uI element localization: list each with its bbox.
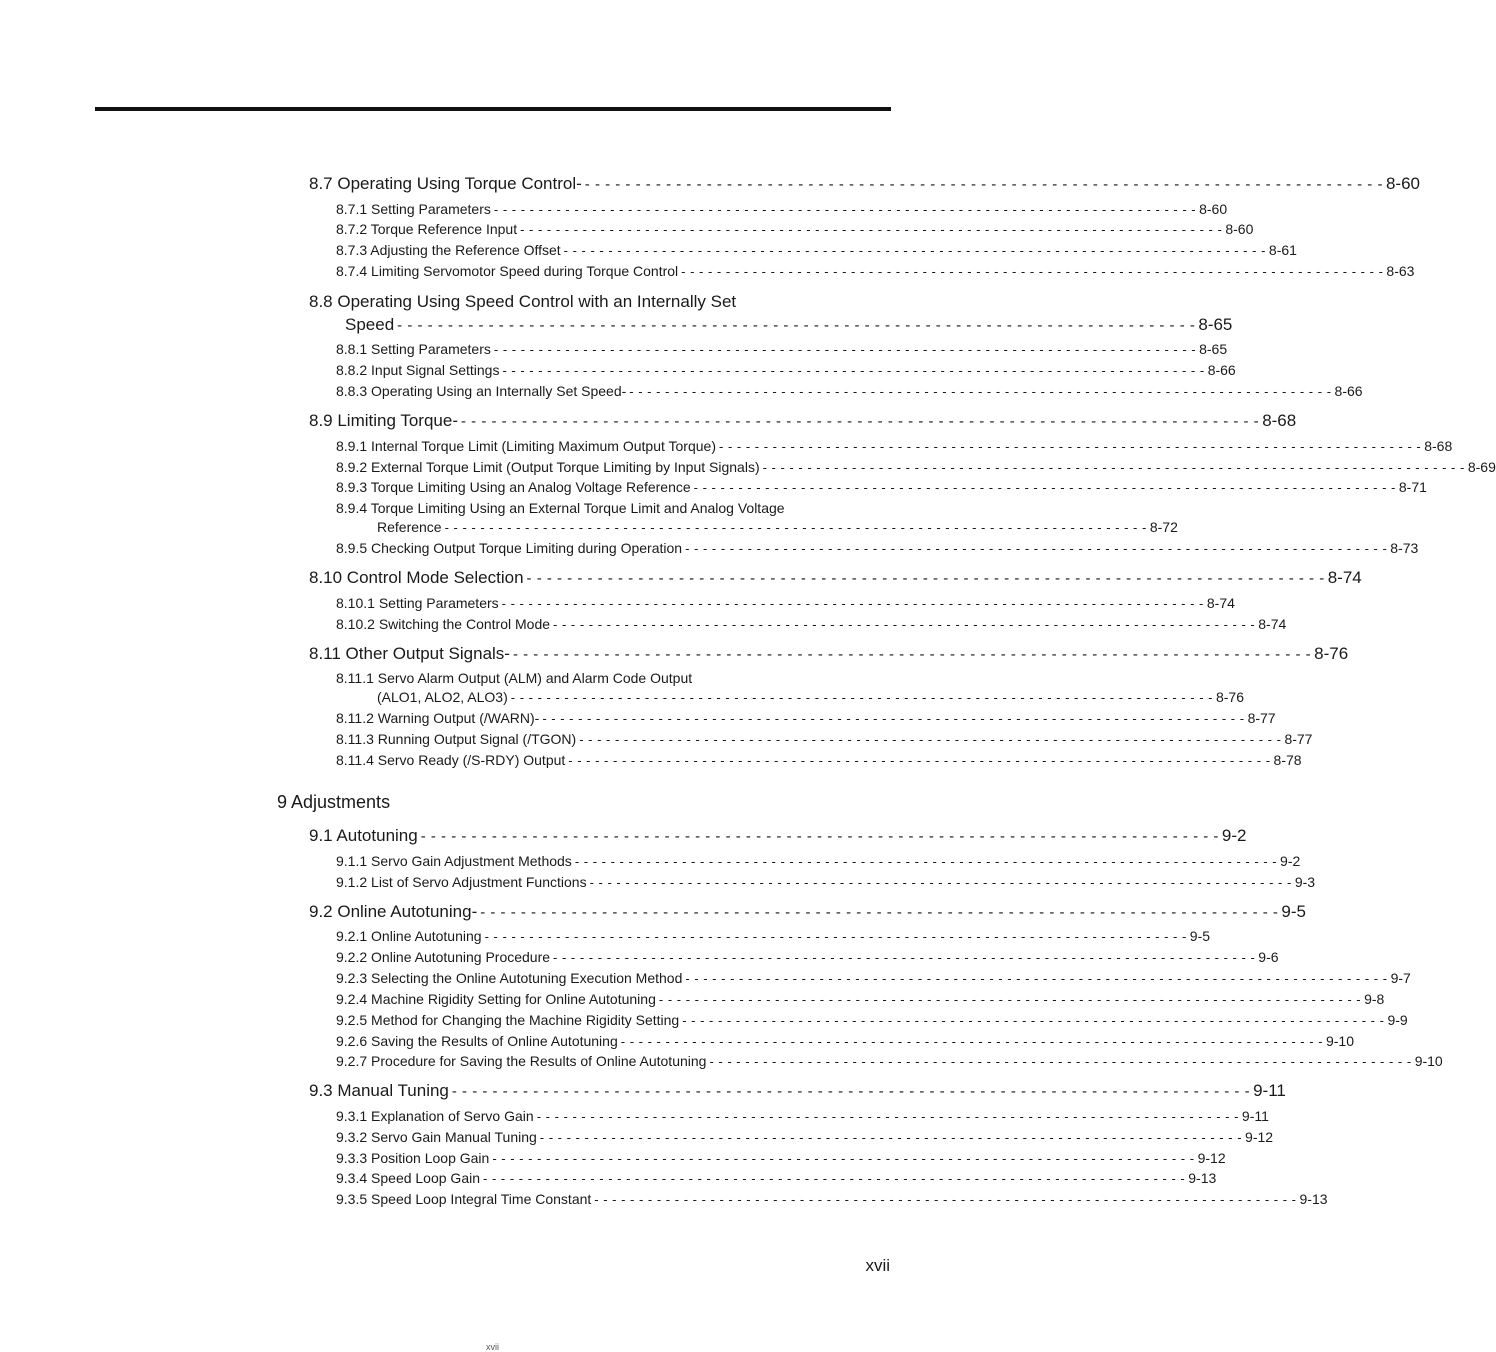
dot-leader: - - - - - - - - - - - - - - - - - - - - - - - - - - - - - - - - - - - - - - - - - - - - - - - - - - - - - - - - - - - - - - - - - - - - - - - - - - - - - - -	[480, 904, 1279, 921]
toc-entry-8-9-2[interactable]: 8.9.2 External Torque Limit (Output Torque Limiting by Input Signals) - - - - - - - - - - - - - - - - - - - - - - - - - - - - - - - - - - - - - - - - - - - - - - - - - - - - - - - - - - - - - - - - - - - - - - - - - - - - - - - 8-69	[336, 459, 1496, 475]
dot-leader: - - - - - - - - - - - - - - - - - - - - - - - - - - - - - - - - - - - - - - - - - - - - - - - - - - - - - - - - - - - - - - - - - - - - - - - - - - - - - - -	[483, 1171, 1186, 1186]
toc-entry-8-11-2[interactable]: 8.11.2 Warning Output (/WARN)- - - - - - - - - - - - - - - - - - - - - - - - - - - - - - - - - - - - - - - - - - - - - - - - - - - - - - - - - - - - - - - - - - - - - - - - - - - - - - - - 8-77	[336, 710, 1276, 726]
toc-entry-8-8-1[interactable]: 8.8.1 Setting Parameters - - - - - - - - - - - - - - - - - - - - - - - - - - - - - - - - - - - - - - - - - - - - - - - - - - - - - - - - - - - - - - - - - - - - - - - - - - - - - - - 8-65	[336, 341, 1228, 357]
toc-entry-9-2-3[interactable]: 9.2.3 Selecting the Online Autotuning Execution Method - - - - - - - - - - - - - - - - - - - - - - - - - - - - - - - - - - - - - - - - - - - - - - - - - - - - - - - - - - - - - - - - - - - - - - - - - - - - - - - 9-7	[336, 970, 1411, 986]
dot-leader: - - - - - - - - - - - - - - - - - - - - - - - - - - - - - - - - - - - - - - - - - - - - - - - - - - - - - - - - - - - - - - - - - - - - - - - - - - - - - - -	[539, 1130, 1243, 1145]
dot-leader: - - - - - - - - - - - - - - - - - - - - - - - - - - - - - - - - - - - - - - - - - - - - - - - - - - - - - - - - - - - - - - - - - - - - - - - - - - - - - - -	[563, 243, 1266, 258]
toc-entry-9-1-2[interactable]: 9.1.2 List of Servo Adjustment Functions - - - - - - - - - - - - - - - - - - - - - - - - - - - - - - - - - - - - - - - - - - - - - - - - - - - - - - - - - - - - - - - - - - - - - - - - - - - - - - - 9-3	[336, 874, 1316, 890]
toc-entry-9-3-4[interactable]: 9.3.4 Speed Loop Gain - - - - - - - - - - - - - - - - - - - - - - - - - - - - - - - - - - - - - - - - - - - - - - - - - - - - - - - - - - - - - - - - - - - - - - - - - - - - - - - 9-13	[336, 1170, 1217, 1186]
dot-leader: - - - - - - - - - - - - - - - - - - - - - - - - - - - - - - - - - - - - - - - - - - - - - - - - - - - - - - - - - - - - - - - - - - - - - - - - - - - - - - -	[461, 413, 1260, 430]
dot-leader: - - - - - - - - - - - - - - - - - - - - - - - - - - - - - - - - - - - - - - - - - - - - - - - - - - - - - - - - - - - - - - - - - - - - - - - - - - - - - - -	[658, 992, 1362, 1007]
dot-leader: - - - - - - - - - - - - - - - - - - - - - - - - - - - - - - - - - - - - - - - - - - - - - - - - - - - - - - - - - - - - - - - - - - - - - - - - - - - - - - -	[682, 1013, 1385, 1028]
footer-page-number: xvii	[486, 1342, 499, 1352]
toc-entry-9-2-2[interactable]: 9.2.2 Online Autotuning Procedure - - - - - - - - - - - - - - - - - - - - - - - - - - - - - - - - - - - - - - - - - - - - - - - - - - - - - - - - - - - - - - - - - - - - - - - - - - - - - - - 9-6	[336, 949, 1279, 965]
dot-leader: - - - - - - - - - - - - - - - - - - - - - - - - - - - - - - - - - - - - - - - - - - - - - - - - - - - - - - - - - - - - - - - - - - - - - - - - - - - - - - -	[719, 439, 1422, 454]
dot-leader: - - - - - - - - - - - - - - - - - - - - - - - - - - - - - - - - - - - - - - - - - - - - - - - - - - - - - - - - - - - - - - - - - - - - - - - - - - - - - - -	[553, 950, 1256, 965]
dot-leader: - - - - - - - - - - - - - - - - - - - - - - - - - - - - - - - - - - - - - - - - - - - - - - - - - - - - - - - - - - - - - - - - - - - - - - - - - - - - - - -	[526, 570, 1325, 587]
toc-entry-9-2-7[interactable]: 9.2.7 Procedure for Saving the Results of Online Autotuning - - - - - - - - - - - - - - - - - - - - - - - - - - - - - - - - - - - - - - - - - - - - - - - - - - - - - - - - - - - - - - - - - - - - - - - - - - - - - - - 9-10	[336, 1053, 1443, 1069]
dot-leader: - - - - - - - - - - - - - - - - - - - - - - - - - - - - - - - - - - - - - - - - - - - - - - - - - - - - - - - - - - - - - - - - - - - - - - - - - - - - - - -	[492, 1151, 1195, 1166]
toc-entry-8-11[interactable]: 8.11 Other Output Signals- - - - - - - - - - - - - - - - - - - - - - - - - - - - - - - - - - - - - - - - - - - - - - - - - - - - - - - - - - - - - - - - - - - - - - - - - - - - - - - - 8-76	[309, 644, 1349, 663]
toc-entry-9-2-4[interactable]: 9.2.4 Machine Rigidity Setting for Online Autotuning - - - - - - - - - - - - - - - - - - - - - - - - - - - - - - - - - - - - - - - - - - - - - - - - - - - - - - - - - - - - - - - - - - - - - - - - - - - - - - - 9-8	[336, 991, 1385, 1007]
toc-entry-8-9-5[interactable]: 8.9.5 Checking Output Torque Limiting during Operation - - - - - - - - - - - - - - - - - - - - - - - - - - - - - - - - - - - - - - - - - - - - - - - - - - - - - - - - - - - - - - - - - - - - - - - - - - - - - - - 8-73	[336, 540, 1419, 556]
top-rule	[95, 107, 891, 111]
toc-entry-8-7[interactable]: 8.7 Operating Using Torque Control- - - - - - - - - - - - - - - - - - - - - - - - - - - - - - - - - - - - - - - - - - - - - - - - - - - - - - - - - - - - - - - - - - - - - - - - - - - - - - - - 8-60	[309, 174, 1420, 193]
toc-entry-8-11-1-cont[interactable]: (ALO1, ALO2, ALO3) - - - - - - - - - - - - - - - - - - - - - - - - - - - - - - - - - - - - - - - - - - - - - - - - - - - - - - - - - - - - - - - - - - - - - - - - - - - - - - - 8-76	[377, 689, 1245, 705]
dot-leader: - - - - - - - - - - - - - - - - - - - - - - - - - - - - - - - - - - - - - - - - - - - - - - - - - - - - - - - - - - - - - - - - - - - - - - - - - - - - - - -	[568, 753, 1271, 768]
dot-leader: - - - - - - - - - - - - - - - - - - - - - - - - - - - - - - - - - - - - - - - - - - - - - - - - - - - - - - - - - - - - - - - - - - - - - - - - - - - - - - -	[542, 711, 1245, 726]
dot-leader: - - - - - - - - - - - - - - - - - - - - - - - - - - - - - - - - - - - - - - - - - - - - - - - - - - - - - - - - - - - - - - - - - - - - - - - - - - - - - - -	[594, 1192, 1297, 1207]
dot-leader: - - - - - - - - - - - - - - - - - - - - - - - - - - - - - - - - - - - - - - - - - - - - - - - - - - - - - - - - - - - - - - - - - - - - - - - - - - - - - - -	[502, 363, 1205, 378]
dot-leader: - - - - - - - - - - - - - - - - - - - - - - - - - - - - - - - - - - - - - - - - - - - - - - - - - - - - - - - - - - - - - - - - - - - - - - - - - - - - - - -	[501, 596, 1204, 611]
dot-leader: - - - - - - - - - - - - - - - - - - - - - - - - - - - - - - - - - - - - - - - - - - - - - - - - - - - - - - - - - - - - - - - - - - - - - - - - - - - - - - -	[579, 732, 1282, 747]
dot-leader: - - - - - - - - - - - - - - - - - - - - - - - - - - - - - - - - - - - - - - - - - - - - - - - - - - - - - - - - - - - - - - - - - - - - - - - - - - - - - - -	[397, 317, 1196, 334]
dot-leader: - - - - - - - - - - - - - - - - - - - - - - - - - - - - - - - - - - - - - - - - - - - - - - - - - - - - - - - - - - - - - - - - - - - - - - - - - - - - - - -	[520, 222, 1223, 237]
dot-leader: - - - - - - - - - - - - - - - - - - - - - - - - - - - - - - - - - - - - - - - - - - - - - - - - - - - - - - - - - - - - - - - - - - - - - - - - - - - - - - -	[510, 690, 1213, 705]
dot-leader: - - - - - - - - - - - - - - - - - - - - - - - - - - - - - - - - - - - - - - - - - - - - - - - - - - - - - - - - - - - - - - - - - - - - - - - - - - - - - - -	[574, 854, 1278, 869]
dot-leader: - - - - - - - - - - - - - - - - - - - - - - - - - - - - - - - - - - - - - - - - - - - - - - - - - - - - - - - - - - - - - - - - - - - - - - - - - - - - - - -	[536, 1109, 1239, 1124]
toc-entry-8-9-4-cont[interactable]: Reference - - - - - - - - - - - - - - - - - - - - - - - - - - - - - - - - - - - - - - - - - - - - - - - - - - - - - - - - - - - - - - - - - - - - - - - - - - - - - - - 8-72	[377, 519, 1178, 535]
toc-entry-8-9[interactable]: 8.9 Limiting Torque- - - - - - - - - - - - - - - - - - - - - - - - - - - - - - - - - - - - - - - - - - - - - - - - - - - - - - - - - - - - - - - - - - - - - - - - - - - - - - - - 8-68	[309, 411, 1297, 430]
toc-entry-9-3-5[interactable]: 9.3.5 Speed Loop Integral Time Constant - - - - - - - - - - - - - - - - - - - - - - - - - - - - - - - - - - - - - - - - - - - - - - - - - - - - - - - - - - - - - - - - - - - - - - - - - - - - - - - 9-13	[336, 1191, 1328, 1207]
dot-leader: - - - - - - - - - - - - - - - - - - - - - - - - - - - - - - - - - - - - - - - - - - - - - - - - - - - - - - - - - - - - - - - - - - - - - - - - - - - - - - -	[584, 176, 1383, 193]
toc-entry-8-8-cont[interactable]: Speed - - - - - - - - - - - - - - - - - - - - - - - - - - - - - - - - - - - - - - - - - - - - - - - - - - - - - - - - - - - - - - - - - - - - - - - - - - - - - - - 8-65	[345, 315, 1233, 334]
toc-entry-9-2-1[interactable]: 9.2.1 Online Autotuning - - - - - - - - - - - - - - - - - - - - - - - - - - - - - - - - - - - - - - - - - - - - - - - - - - - - - - - - - - - - - - - - - - - - - - - - - - - - - - - 9-5	[336, 928, 1211, 944]
toc-entry-8-7-2[interactable]: 8.7.2 Torque Reference Input - - - - - - - - - - - - - - - - - - - - - - - - - - - - - - - - - - - - - - - - - - - - - - - - - - - - - - - - - - - - - - - - - - - - - - - - - - - - - - - 8-60	[336, 221, 1254, 237]
page-number: xvii	[865, 1256, 890, 1275]
toc-entry-9-2-5[interactable]: 9.2.5 Method for Changing the Machine Rigidity Setting - - - - - - - - - - - - - - - - - - - - - - - - - - - - - - - - - - - - - - - - - - - - - - - - - - - - - - - - - - - - - - - - - - - - - - - - - - - - - - - 9-9	[336, 1012, 1408, 1028]
dot-leader: - - - - - - - - - - - - - - - - - - - - - - - - - - - - - - - - - - - - - - - - - - - - - - - - - - - - - - - - - - - - - - - - - - - - - - - - - - - - - - -	[589, 875, 1292, 890]
toc-entry-9-3-3[interactable]: 9.3.3 Position Loop Gain - - - - - - - - - - - - - - - - - - - - - - - - - - - - - - - - - - - - - - - - - - - - - - - - - - - - - - - - - - - - - - - - - - - - - - - - - - - - - - - 9-12	[336, 1150, 1226, 1166]
dot-leader: - - - - - - - - - - - - - - - - - - - - - - - - - - - - - - - - - - - - - - - - - - - - - - - - - - - - - - - - - - - - - - - - - - - - - - - - - - - - - - -	[681, 264, 1384, 279]
toc-entry-8-7-4[interactable]: 8.7.4 Limiting Servomotor Speed during Torque Control - - - - - - - - - - - - - - - - - - - - - - - - - - - - - - - - - - - - - - - - - - - - - - - - - - - - - - - - - - - - - - - - - - - - - - - - - - - - - - - 8-63	[336, 263, 1415, 279]
dot-leader: - - - - - - - - - - - - - - - - - - - - - - - - - - - - - - - - - - - - - - - - - - - - - - - - - - - - - - - - - - - - - - - - - - - - - - - - - - - - - - -	[685, 971, 1388, 986]
toc-entry-8-7-1[interactable]: 8.7.1 Setting Parameters - - - - - - - - - - - - - - - - - - - - - - - - - - - - - - - - - - - - - - - - - - - - - - - - - - - - - - - - - - - - - - - - - - - - - - - - - - - - - - - 8-60	[336, 201, 1228, 217]
toc-entry-9-3-2[interactable]: 9.3.2 Servo Gain Manual Tuning - - - - - - - - - - - - - - - - - - - - - - - - - - - - - - - - - - - - - - - - - - - - - - - - - - - - - - - - - - - - - - - - - - - - - - - - - - - - - - - 9-12	[336, 1129, 1274, 1145]
toc-entry-8-7-3[interactable]: 8.7.3 Adjusting the Reference Offset - - - - - - - - - - - - - - - - - - - - - - - - - - - - - - - - - - - - - - - - - - - - - - - - - - - - - - - - - - - - - - - - - - - - - - - - - - - - - - - 8-61	[336, 242, 1297, 258]
dot-leader: - - - - - - - - - - - - - - - - - - - - - - - - - - - - - - - - - - - - - - - - - - - - - - - - - - - - - - - - - - - - - - - - - - - - - - - - - - - - - - -	[709, 1054, 1412, 1069]
dot-leader: - - - - - - - - - - - - - - - - - - - - - - - - - - - - - - - - - - - - - - - - - - - - - - - - - - - - - - - - - - - - - - - - - - - - - - - - - - - - - - -	[620, 1034, 1323, 1049]
dot-leader: - - - - - - - - - - - - - - - - - - - - - - - - - - - - - - - - - - - - - - - - - - - - - - - - - - - - - - - - - - - - - - - - - - - - - - - - - - - - - - -	[493, 342, 1197, 357]
dot-leader: - - - - - - - - - - - - - - - - - - - - - - - - - - - - - - - - - - - - - - - - - - - - - - - - - - - - - - - - - - - - - - - - - - - - - - - - - - - - - - -	[553, 617, 1256, 632]
toc-entry-9-2[interactable]: 9.2 Online Autotuning- - - - - - - - - - - - - - - - - - - - - - - - - - - - - - - - - - - - - - - - - - - - - - - - - - - - - - - - - - - - - - - - - - - - - - - - - - - - - - - - 9-5	[309, 902, 1306, 921]
dot-leader: - - - - - - - - - - - - - - - - - - - - - - - - - - - - - - - - - - - - - - - - - - - - - - - - - - - - - - - - - - - - - - - - - - - - - - - - - - - - - - -	[685, 541, 1388, 556]
toc-entry-8-11-1[interactable]: 8.11.1 Servo Alarm Output (ALM) and Alarm Code Output	[336, 670, 693, 686]
toc-entry-8-10[interactable]: 8.10 Control Mode Selection - - - - - - - - - - - - - - - - - - - - - - - - - - - - - - - - - - - - - - - - - - - - - - - - - - - - - - - - - - - - - - - - - - - - - - - - - - - - - - - 8-74	[309, 568, 1362, 587]
chapter-9-heading[interactable]: 9 Adjustments	[277, 792, 391, 812]
toc-entry-8-9-4[interactable]: 8.9.4 Torque Limiting Using an External Torque Limit and Analog Voltage	[336, 500, 785, 516]
toc-entry-8-11-4[interactable]: 8.11.4 Servo Ready (/S-RDY) Output - - - - - - - - - - - - - - - - - - - - - - - - - - - - - - - - - - - - - - - - - - - - - - - - - - - - - - - - - - - - - - - - - - - - - - - - - - - - - - - 8-78	[336, 752, 1302, 768]
toc-entry-8-11-3[interactable]: 8.11.3 Running Output Signal (/TGON) - - - - - - - - - - - - - - - - - - - - - - - - - - - - - - - - - - - - - - - - - - - - - - - - - - - - - - - - - - - - - - - - - - - - - - - - - - - - - - - 8-77	[336, 731, 1313, 747]
toc-entry-8-8-2[interactable]: 8.8.2 Input Signal Settings - - - - - - - - - - - - - - - - - - - - - - - - - - - - - - - - - - - - - - - - - - - - - - - - - - - - - - - - - - - - - - - - - - - - - - - - - - - - - - - 8-66	[336, 362, 1236, 378]
dot-leader: - - - - - - - - - - - - - - - - - - - - - - - - - - - - - - - - - - - - - - - - - - - - - - - - - - - - - - - - - - - - - - - - - - - - - - - - - - - - - - -	[451, 1083, 1251, 1100]
dot-leader: - - - - - - - - - - - - - - - - - - - - - - - - - - - - - - - - - - - - - - - - - - - - - - - - - - - - - - - - - - - - - - - - - - - - - - - - - - - - - - -	[493, 202, 1197, 217]
dot-leader: - - - - - - - - - - - - - - - - - - - - - - - - - - - - - - - - - - - - - - - - - - - - - - - - - - - - - - - - - - - - - - - - - - - - - - - - - - - - - - -	[693, 480, 1396, 495]
toc-entry-8-10-1[interactable]: 8.10.1 Setting Parameters - - - - - - - - - - - - - - - - - - - - - - - - - - - - - - - - - - - - - - - - - - - - - - - - - - - - - - - - - - - - - - - - - - - - - - - - - - - - - - - 8-74	[336, 595, 1235, 611]
dot-leader: - - - - - - - - - - - - - - - - - - - - - - - - - - - - - - - - - - - - - - - - - - - - - - - - - - - - - - - - - - - - - - - - - - - - - - - - - - - - - - -	[484, 929, 1187, 944]
toc-entry-9-1[interactable]: 9.1 Autotuning - - - - - - - - - - - - - - - - - - - - - - - - - - - - - - - - - - - - - - - - - - - - - - - - - - - - - - - - - - - - - - - - - - - - - - - - - - - - - - - 9-2	[309, 826, 1247, 845]
toc-entry-8-9-1[interactable]: 8.9.1 Internal Torque Limit (Limiting Maximum Output Torque) - - - - - - - - - - - - - - - - - - - - - - - - - - - - - - - - - - - - - - - - - - - - - - - - - - - - - - - - - - - - - - - - - - - - - - - - - - - - - - - 8-68	[336, 438, 1453, 454]
toc-entry-8-9-3[interactable]: 8.9.3 Torque Limiting Using an Analog Voltage Reference - - - - - - - - - - - - - - - - - - - - - - - - - - - - - - - - - - - - - - - - - - - - - - - - - - - - - - - - - - - - - - - - - - - - - - - - - - - - - - - 8-71	[336, 479, 1427, 495]
toc-entry-8-10-2[interactable]: 8.10.2 Switching the Control Mode - - - - - - - - - - - - - - - - - - - - - - - - - - - - - - - - - - - - - - - - - - - - - - - - - - - - - - - - - - - - - - - - - - - - - - - - - - - - - - - 8-74	[336, 616, 1287, 632]
toc-entry-9-1-1[interactable]: 9.1.1 Servo Gain Adjustment Methods - - - - - - - - - - - - - - - - - - - - - - - - - - - - - - - - - - - - - - - - - - - - - - - - - - - - - - - - - - - - - - - - - - - - - - - - - - - - - - - 9-2	[336, 853, 1301, 869]
toc-entry-9-3[interactable]: 9.3 Manual Tuning - - - - - - - - - - - - - - - - - - - - - - - - - - - - - - - - - - - - - - - - - - - - - - - - - - - - - - - - - - - - - - - - - - - - - - - - - - - - - - - 9-11	[309, 1081, 1286, 1100]
dot-leader: - - - - - - - - - - - - - - - - - - - - - - - - - - - - - - - - - - - - - - - - - - - - - - - - - - - - - - - - - - - - - - - - - - - - - - - - - - - - - - -	[512, 646, 1312, 663]
dot-leader: - - - - - - - - - - - - - - - - - - - - - - - - - - - - - - - - - - - - - - - - - - - - - - - - - - - - - - - - - - - - - - - - - - - - - - - - - - - - - - -	[444, 520, 1147, 535]
toc-entry-9-3-1[interactable]: 9.3.1 Explanation of Servo Gain - - - - - - - - - - - - - - - - - - - - - - - - - - - - - - - - - - - - - - - - - - - - - - - - - - - - - - - - - - - - - - - - - - - - - - - - - - - - - - - 9-11	[336, 1108, 1269, 1124]
dot-leader: - - - - - - - - - - - - - - - - - - - - - - - - - - - - - - - - - - - - - - - - - - - - - - - - - - - - - - - - - - - - - - - - - - - - - - - - - - - - - - -	[420, 828, 1219, 845]
toc-entry-8-8-3[interactable]: 8.8.3 Operating Using an Internally Set Speed- - - - - - - - - - - - - - - - - - - - - - - - - - - - - - - - - - - - - - - - - - - - - - - - - - - - - - - - - - - - - - - - - - - - - - - - - - - - - - - - 8-66	[336, 383, 1363, 399]
toc-entry-8-8[interactable]: 8.8 Operating Using Speed Control with an Internally Set	[309, 292, 737, 311]
dot-leader: - - - - - - - - - - - - - - - - - - - - - - - - - - - - - - - - - - - - - - - - - - - - - - - - - - - - - - - - - - - - - - - - - - - - - - - - - - - - - - -	[762, 460, 1465, 475]
toc-entry-9-2-6[interactable]: 9.2.6 Saving the Results of Online Autotuning - - - - - - - - - - - - - - - - - - - - - - - - - - - - - - - - - - - - - - - - - - - - - - - - - - - - - - - - - - - - - - - - - - - - - - - - - - - - - - - 9-10	[336, 1033, 1355, 1049]
dot-leader: - - - - - - - - - - - - - - - - - - - - - - - - - - - - - - - - - - - - - - - - - - - - - - - - - - - - - - - - - - - - - - - - - - - - - - - - - - - - - - -	[629, 384, 1332, 399]
